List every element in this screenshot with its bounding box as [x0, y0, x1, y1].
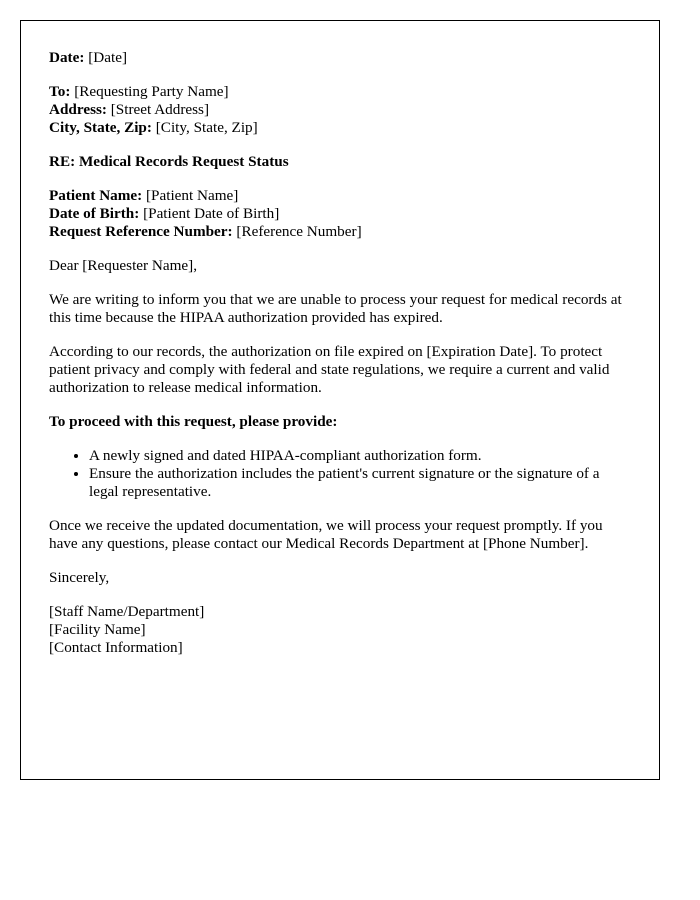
address-value: [Street Address]: [110, 101, 210, 118]
paragraph-authorization-details: According to our records, the authorization on file expired on [Expiration Date]. To protect patient privacy and comply with federal and state regulations, we require a current and valid authorization to release medical information.: [49, 343, 610, 396]
proceed-heading-line: [49, 413, 631, 431]
patient-name-line: [49, 187, 631, 205]
recipient-block: [49, 83, 631, 137]
letter: [20, 20, 660, 780]
paragraph-next-steps: Once we receive the updated documentation, we will process your request promptly. If you have any questions, please contact our Medical Records Department at [Phone Number].: [49, 517, 603, 552]
signature-block: [49, 603, 631, 657]
reference-value: [Reference Number]: [236, 223, 362, 240]
patient-block: [49, 187, 631, 241]
dob-label: Date of Birth:: [49, 205, 140, 222]
signature-facility: [Facility Name]: [49, 621, 146, 638]
patient-name-label: Patient Name:: [49, 187, 143, 204]
to-value: [Requesting Party Name]: [74, 83, 229, 100]
date-line: [49, 49, 631, 67]
city-value: [City, State, Zip]: [155, 119, 258, 136]
subject-line: [49, 153, 631, 171]
paragraph-expired-notice: We are writing to inform you that we are unable to process your request for medical records at this time because the HIPAA authorization provided has expired.: [49, 291, 622, 326]
salutation: Dear [Requester Name],: [49, 257, 198, 274]
signature-staff: [Staff Name/Department]: [49, 603, 205, 620]
city-line: [49, 119, 631, 137]
signature-contact: [Contact Information]: [49, 639, 183, 656]
closing: Sincerely,: [49, 569, 110, 586]
list-item: • A newly signed and dated HIPAA-compliant authorization form.: [89, 447, 631, 465]
address-label: Address:: [49, 101, 107, 118]
to-line: [49, 83, 631, 101]
reference-label: Request Reference Number:: [49, 223, 233, 240]
dob-value: [Patient Date of Birth]: [143, 205, 280, 222]
list-item: • Ensure the authorization includes the patient's current signature or the signature of a legal representative.: [89, 465, 631, 501]
to-label: To:: [49, 83, 71, 100]
city-label: City, State, Zip:: [49, 119, 152, 136]
subject-text: RE: Medical Records Request Status: [49, 153, 289, 170]
dob-line: [49, 205, 631, 223]
reference-line: [49, 223, 631, 241]
date-value: [Date]: [88, 49, 128, 66]
requirements-list: [49, 447, 631, 501]
proceed-heading: To proceed with this request, please provide:: [49, 413, 338, 430]
date-label: Date:: [49, 49, 85, 66]
address-line: [49, 101, 631, 119]
patient-name-value: [Patient Name]: [146, 187, 239, 204]
